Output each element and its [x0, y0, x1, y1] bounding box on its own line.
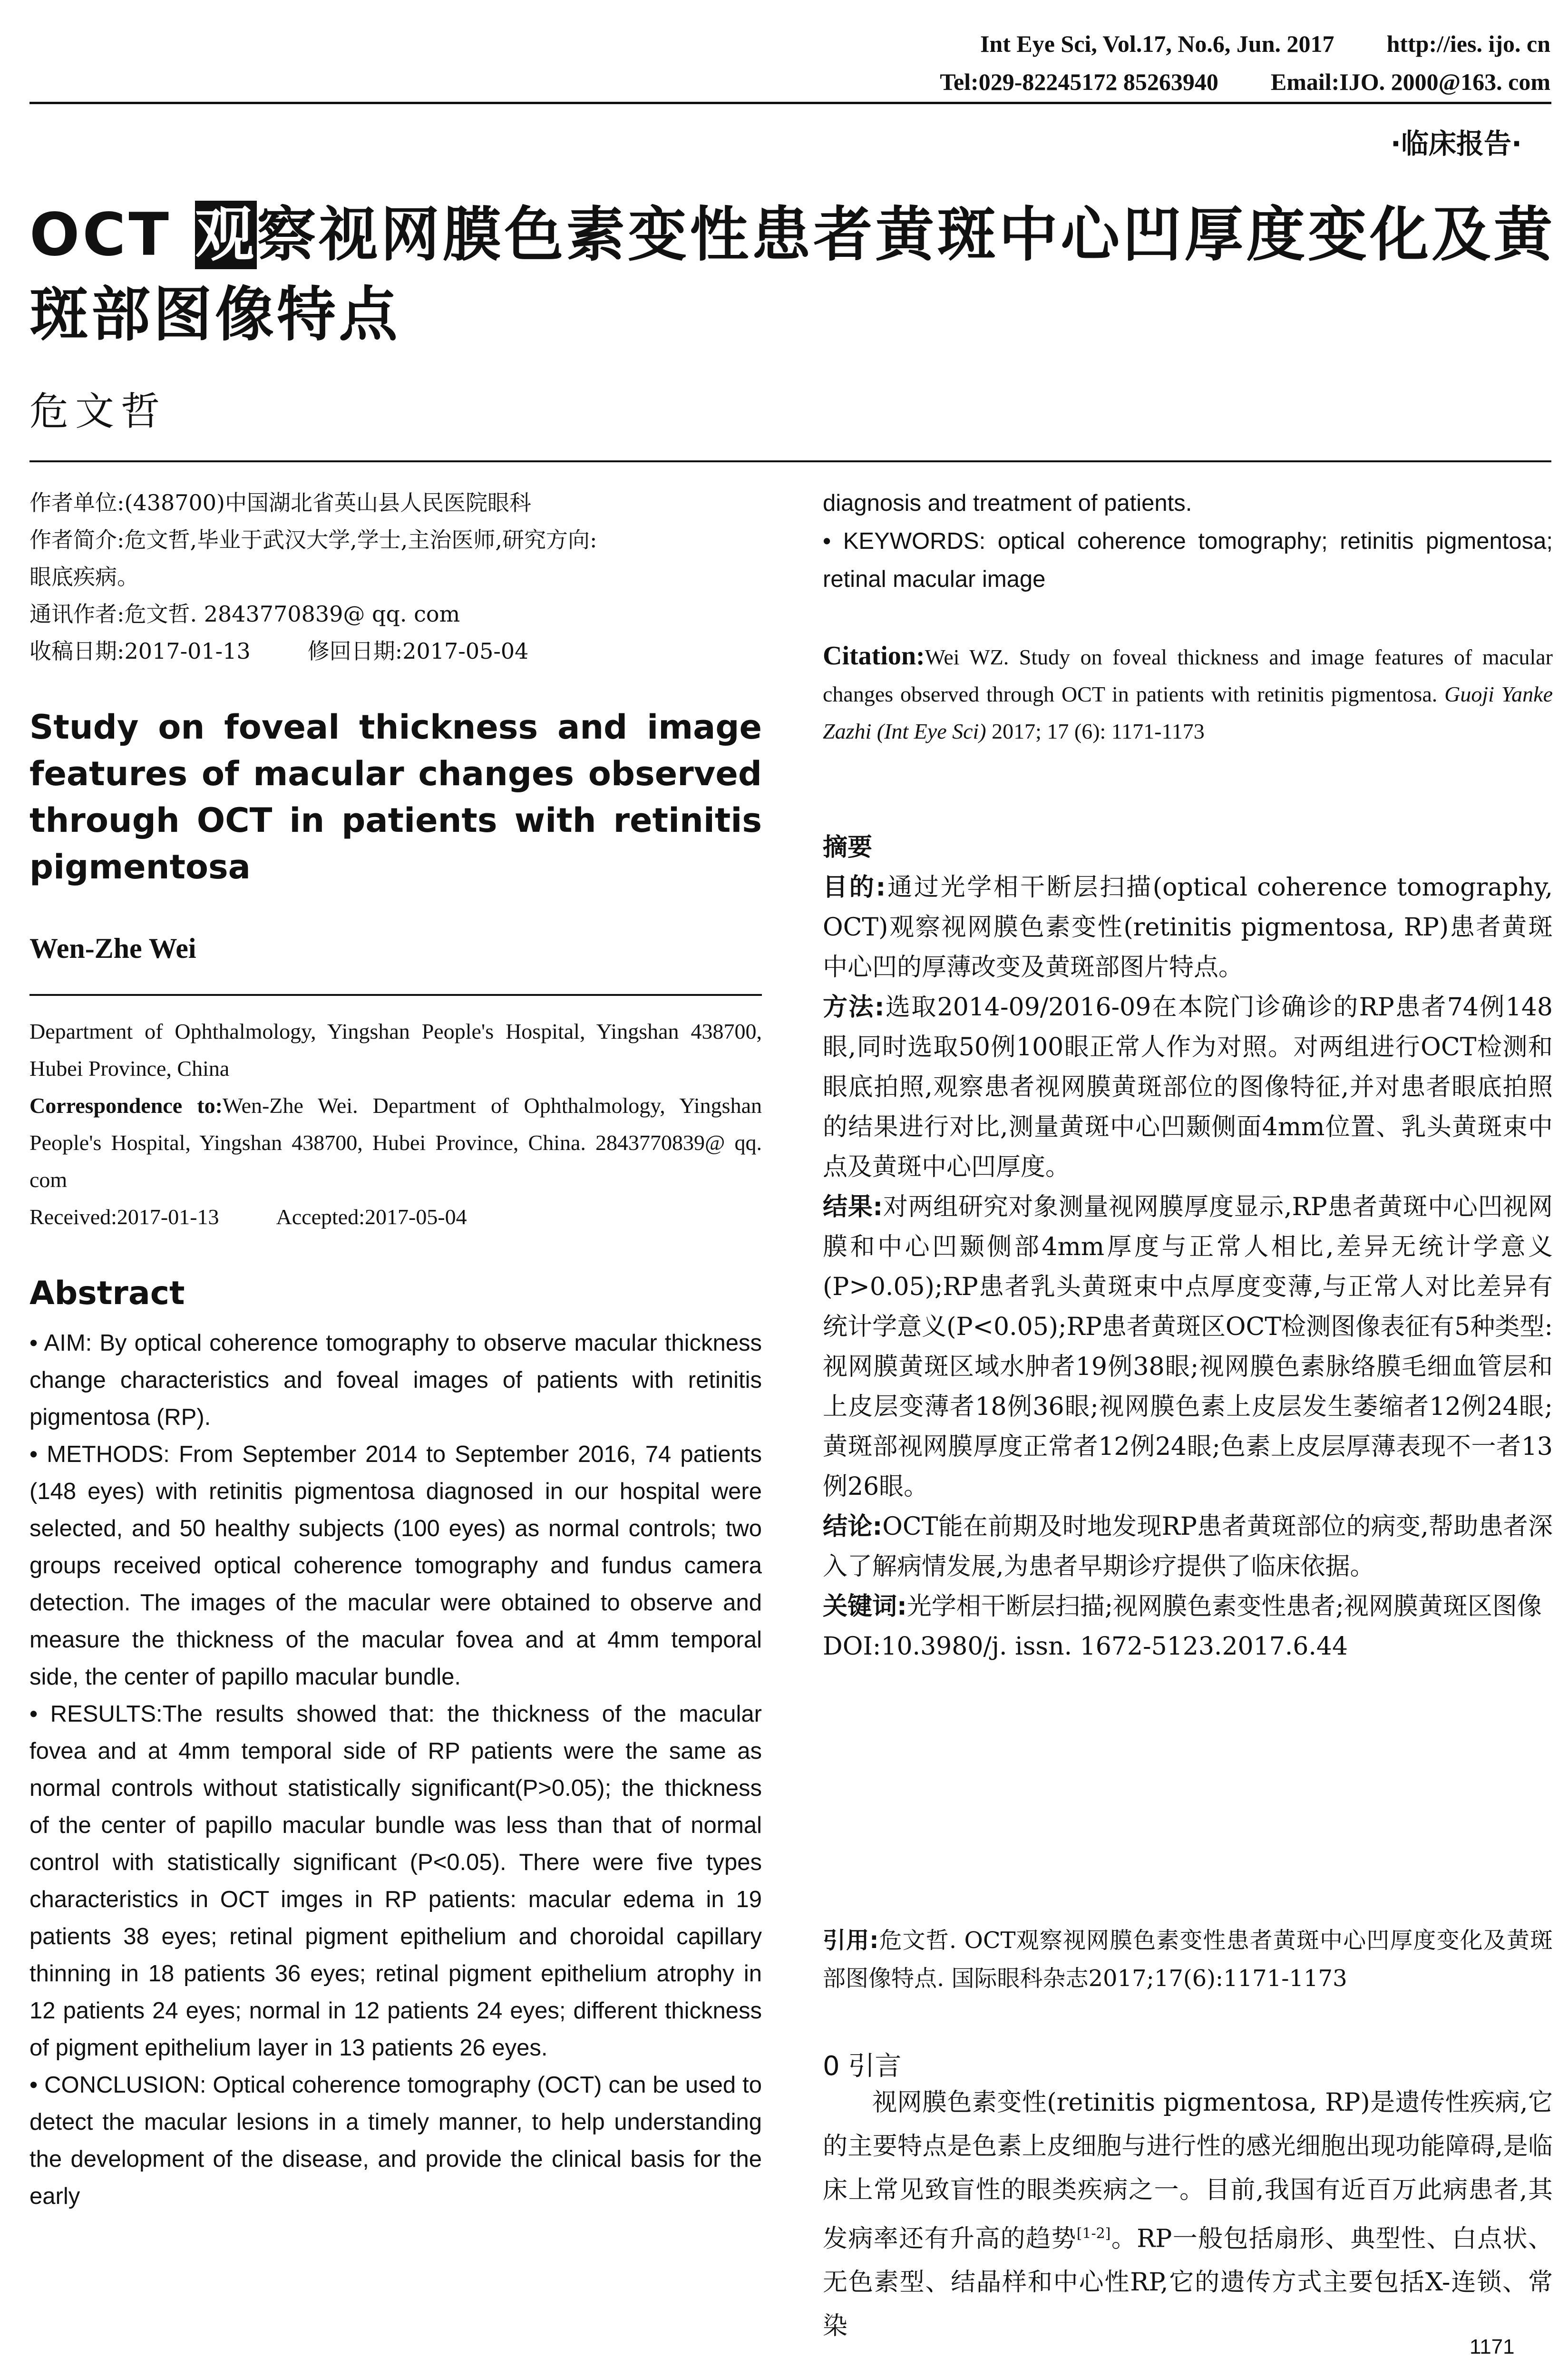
correspondence-label: Correspondence to: [29, 1093, 223, 1118]
cn-citation-label: 引用: [823, 1927, 879, 1954]
title-rest: 察视网膜色素变性患者黄斑中心凹厚度变化及黄斑部图像特点 [29, 201, 1556, 349]
citation-journal: Guoji Yanke Zazhi (Int Eye Sci) [823, 682, 1553, 743]
english-author: Wen-Zhe Wei [29, 933, 196, 964]
intro-body [823, 2081, 1553, 2348]
cn-conclusion-label: 结论: [823, 1512, 883, 1541]
cn-keywords [823, 1587, 1553, 1627]
abstract-conclusion-cont: diagnosis and treatment of patients. [823, 490, 1192, 516]
cn-citation-text: 危文哲. OCT观察视网膜色素变性患者黄斑中心凹厚度变化及黄斑部图像特点. 国际眼科杂志2017;17(6):1171-1173 [823, 1927, 1553, 1992]
chinese-abstract [823, 828, 1553, 1666]
journal-website: http://ies. ijo. cn [1386, 30, 1550, 57]
cn-aim [823, 867, 1553, 987]
author-unit: 作者单位:(438700)中国湖北省英山县人民医院眼科 [29, 490, 531, 516]
cn-dates [29, 633, 762, 670]
cn-abstract-heading: 摘要 [823, 833, 873, 862]
header-rule [29, 102, 1551, 104]
corresponding-author: 通讯作者:危文哲. 2843770839@ qq. com [29, 601, 460, 627]
en-accepted: Accepted:2017-05-04 [276, 1205, 467, 1229]
citation-ref: 2017; 17 (6): 1171-1173 [986, 719, 1205, 743]
citation-text: Wei WZ. Study on foveal thickness and image features of macular changes observed through OCT in patients with retinitis pigmentosa. [823, 645, 1553, 706]
abstract-methods: • METHODS: From September 2014 to September 2016, 74 patients (148 eyes) with retinitis pigmentosa diagnosed in our hospital were selected, and 50 healthy subjects (100 eyes) as normal controls; two groups received optical coherence tomography and fundus camera detection. The images of the macular were obtained to observe and measure the thickness of the macular fovea and at 4mm temporal side, the center of papillo macular bundle. [29, 1442, 762, 1690]
chinese-citation [823, 1921, 1553, 1997]
journal-info: Int Eye Sci, Vol.17, No.6, Jun. 2017 [980, 30, 1334, 57]
revised-date: 修回日期:2017-05-04 [307, 638, 529, 664]
cn-aim-text: 通过光学相干断层扫描(optical coherence tomography, OCT)观察视网膜色素变性(retinitis pigmentosa, RP)患者黄斑中心凹的厚薄改变及黄斑部图片特点。 [823, 873, 1553, 982]
correspondence [29, 1087, 762, 1198]
journal-tel: Tel:029-82245172 85263940 [940, 68, 1218, 95]
intro-text-1: 视网膜色素变性(retinitis pigmentosa, RP)是遗传性疾病,它的主要特点是色素上皮细胞与进行性的感光细胞出现功能障碍,是临床上常见致盲性的眼类疾病之一。目前,我国有近百万此病患者,其发病率还有升高的趋势 [823, 2088, 1553, 2253]
page-number: 1171 [1470, 2335, 1515, 2358]
title-rule [29, 460, 1551, 462]
author-bio: 作者简介:危文哲,毕业于武汉大学,学士,主治医师,研究方向: [29, 527, 597, 553]
chinese-title [29, 195, 1561, 355]
abstract-results: • RESULTS:The results showed that: the thickness of the macular fovea and at 4mm temporal side of RP patients were the same as normal controls without statistically significant(P>0.05); the thickness of the center of papillo macular bundle was less than that of normal control with statistically significant (P<0.05). There were five types characteristics in OCT imges in RP patients: macular edema in 19 patients 38 eyes; retinal pigment epithelium and choroidal capillary thinning in 18 patients 36 eyes; retinal pigment epithelium atrophy in 12 patients 24 eyes; normal in 12 patients 24 eyes; different thickness of pigment epithelium layer in 13 patients 26 eyes. [29, 1701, 762, 2061]
received-date: 收稿日期:2017-01-13 [29, 638, 251, 664]
title-highlighted-char: 观 [195, 201, 257, 269]
cn-keywords-text: 光学相干断层扫描;视网膜色素变性患者;视网膜黄斑区图像 [906, 1592, 1542, 1621]
abstract-aim: • AIM: By optical coherence tomography to observe macular thickness change characteristics and foveal images of patients with retinitis pigmentosa (RP). [29, 1330, 762, 1430]
cn-conclusion [823, 1507, 1553, 1587]
cn-results [823, 1187, 1553, 1507]
abstract-body [29, 1325, 762, 2215]
en-received: Received:2017-01-13 [29, 1205, 219, 1229]
en-dates [29, 1198, 762, 1236]
cn-methods-text: 选取2014-09/2016-09在本院门诊确诊的RP患者74例148眼,同时选取50例100眼正常人作为对照。对两组进行OCT检测和眼底拍照,观察患者视网膜黄斑部位的图像特征,并对患者眼底拍照的结果进行对比,测量黄斑中心凹颞侧面4mm位置、乳头黄斑束中点及黄斑中心凹厚度。 [823, 993, 1553, 1181]
chinese-author: 危文哲 [29, 389, 167, 434]
cn-methods [823, 987, 1553, 1187]
intro-heading: 0 引言 [823, 2051, 902, 2082]
cn-methods-label: 方法: [823, 993, 885, 1022]
abstract-conclusion: • CONCLUSION: Optical coherence tomography (OCT) can be used to detect the macular lesions in a timely manner, to help understanding the development of the disease, and provide the clinical basis for the early [29, 2072, 762, 2209]
cn-aim-label: 目的: [823, 873, 886, 902]
intro-text-2: 。RP一般包括扇形、典型性、白点状、无色素型、结晶样和中心性RP,它的遗传方式主要包括X-连锁、常染 [823, 2224, 1553, 2341]
title-prefix: OCT [29, 201, 195, 269]
citation-label: Citation: [823, 641, 925, 671]
cn-results-text: 对两组研究对象测量视网膜厚度显示,RP患者黄斑中心凹视网膜和中心凹颞侧部4mm厚度与正常人相比,差异无统计学意义(P>0.05);RP患者乳头黄斑束中点厚度变薄,与正常人对比差异有统计学意义(P<0.05);RP患者黄斑区OCT检测图像表征有5种类型:视网膜黄斑区域水肿者19例38眼;视网膜色素脉络膜毛细血管层和上皮层变薄者18例36眼;视网膜色素上皮层发生萎缩者12例24眼;黄斑部视网膜厚度正常者12例24眼;色素上皮层厚薄表现不一者13例26眼。 [823, 1193, 1553, 1501]
author-rule [29, 994, 762, 996]
department-block [29, 1013, 762, 1236]
intro-ref: [1-2] [1076, 2225, 1111, 2242]
journal-email: Email:IJO. 2000@163. com [1270, 68, 1550, 95]
department: Department of Ophthalmology, Yingshan People's Hospital, Yingshan 438700, Hubei Province, China [29, 1019, 762, 1081]
cn-results-label: 结果: [823, 1193, 883, 1221]
section-label: ·临床报告· [1390, 127, 1522, 160]
header-line-2 [761, 63, 1550, 101]
citation-block [823, 637, 1553, 750]
doi: DOI:10.3980/j. issn. 1672-5123.2017.6.44 [823, 1632, 1348, 1661]
english-title: Study on foveal thickness and image features of macular changes observed through OCT in patients with retinitis pigmentosa [29, 708, 762, 887]
keywords-en: • KEYWORDS: optical coherence tomography; retinitis pigmentosa; retinal macular image [823, 528, 1553, 592]
abstract-heading: Abstract [29, 1275, 185, 1312]
journal-header [761, 25, 1550, 101]
cn-keywords-label: 关键词: [823, 1592, 907, 1621]
correspondence-text: Wen-Zhe Wei. Department of Ophthalmology, Yingshan People's Hospital, Yingshan 438700, Hubei Province, China. 2843770839@ qq. com [29, 1093, 762, 1192]
author-bio-cont: 眼底疾病。 [29, 564, 139, 590]
cn-conclusion-text: OCT能在前期及时地发现RP患者黄斑部位的病变,帮助患者深入了解病情发展,为患者早期诊疗提供了临床依据。 [823, 1512, 1553, 1581]
affiliation-block [29, 484, 762, 670]
abstract-continuation [823, 484, 1553, 598]
header-line-1 [761, 25, 1550, 63]
